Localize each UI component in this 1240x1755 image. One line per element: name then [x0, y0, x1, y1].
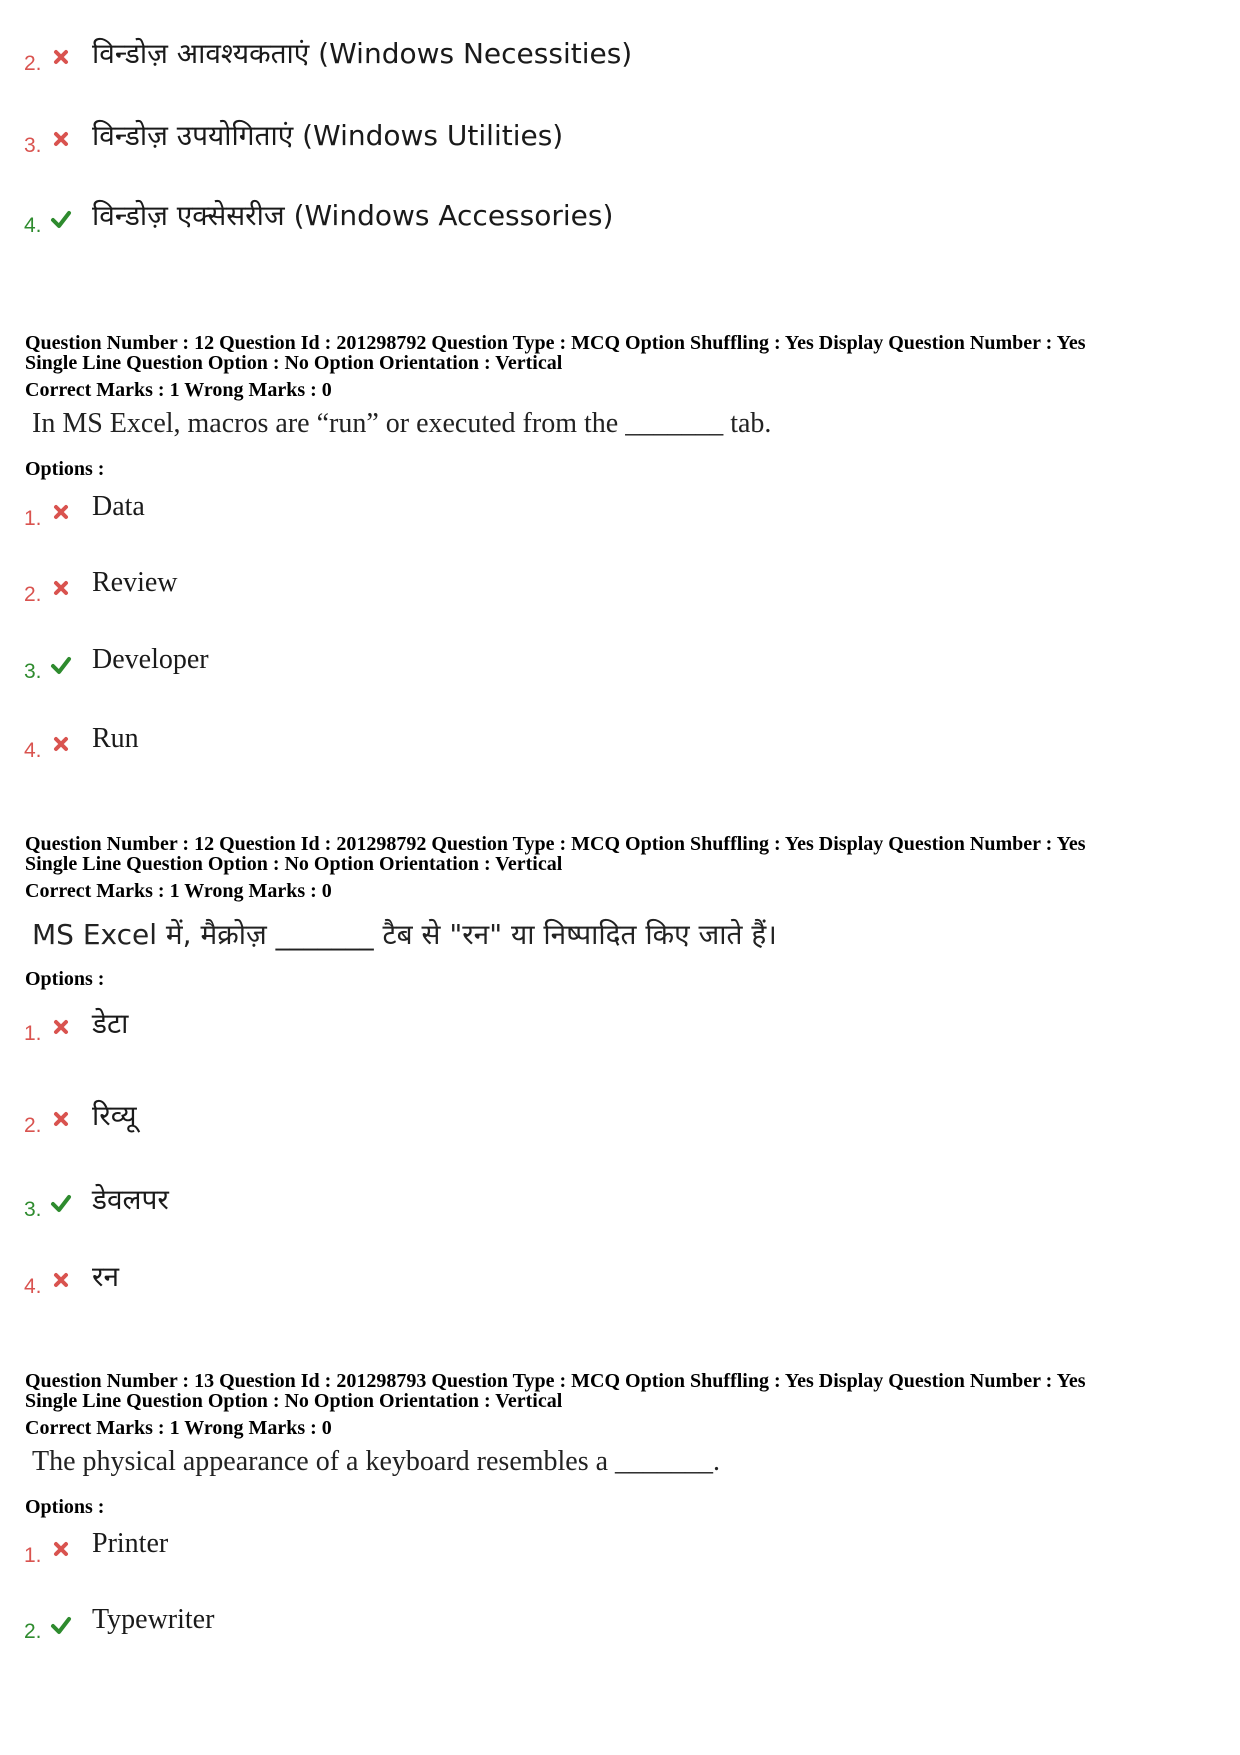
option-number: 1. [24, 1022, 42, 1045]
question-meta-line2: Single Line Question Option : No Option Orientation : Vertical [25, 1390, 563, 1412]
question-text: MS Excel में, मैक्रोज़ _______ टैब से "रन" या निष्पादित किए जाते हैं। [32, 918, 777, 951]
check-icon [50, 208, 72, 230]
cross-icon [50, 501, 72, 523]
option-row [24, 485, 1124, 541]
option-number: 4. [24, 1275, 42, 1298]
option-row [24, 717, 1124, 773]
question-text: The physical appearance of a keyboard resembles a _______. [32, 1446, 721, 1477]
option-number: 3. [24, 134, 42, 157]
option-text: विन्डोज़ उपयोगिताएं (Windows Utilities) [92, 119, 564, 152]
question-marks: Correct Marks : 1 Wrong Marks : 0 [25, 880, 332, 902]
option-text: डेटा [92, 1007, 129, 1040]
cross-icon [50, 577, 72, 599]
question-meta-line1: Question Number : 12 Question Id : 201298792 Question Type : MCQ Option Shuffling : Yes Display Question Number : Yes [25, 833, 1086, 855]
option-number: 3. [24, 660, 42, 683]
cross-icon [50, 1108, 72, 1130]
option-number: 3. [24, 1198, 42, 1221]
question-meta-line2: Single Line Question Option : No Option Orientation : Vertical [25, 853, 563, 875]
option-text: Developer [92, 644, 209, 675]
option-row [24, 1000, 1124, 1056]
option-number: 4. [24, 214, 42, 237]
option-text: डेवलपर [92, 1183, 169, 1216]
question-marks: Correct Marks : 1 Wrong Marks : 0 [25, 1417, 332, 1439]
check-icon [50, 1192, 72, 1214]
option-text: Review [92, 567, 178, 598]
check-icon [50, 1614, 72, 1636]
options-label: Options : [25, 968, 105, 990]
option-row [24, 1598, 1124, 1654]
cross-icon [50, 1016, 72, 1038]
option-text: Printer [92, 1528, 169, 1559]
question-meta-line2: Single Line Question Option : No Option Orientation : Vertical [25, 352, 563, 374]
option-text: रन [92, 1260, 119, 1293]
option-row [24, 1176, 1124, 1232]
cross-icon [50, 46, 72, 68]
option-number: 2. [24, 1114, 42, 1137]
option-number: 4. [24, 739, 42, 762]
cross-icon [50, 1538, 72, 1560]
option-text: Run [92, 723, 139, 754]
option-row [24, 112, 1124, 168]
option-number: 2. [24, 1620, 42, 1643]
option-text: विन्डोज़ आवश्यकताएं (Windows Necessities) [92, 37, 633, 70]
check-icon [50, 654, 72, 676]
option-row [24, 1522, 1124, 1578]
cross-icon [50, 733, 72, 755]
option-row [24, 1092, 1124, 1148]
option-text: Data [92, 491, 145, 522]
option-row [24, 1253, 1124, 1309]
options-label: Options : [25, 458, 105, 480]
question-meta-line1: Question Number : 13 Question Id : 201298793 Question Type : MCQ Option Shuffling : Yes Display Question Number : Yes [25, 1370, 1086, 1392]
question-meta-line1: Question Number : 12 Question Id : 201298792 Question Type : MCQ Option Shuffling : Yes Display Question Number : Yes [25, 332, 1086, 354]
option-row [24, 638, 1124, 694]
cross-icon [50, 1269, 72, 1291]
option-text: रिव्यू [92, 1099, 137, 1132]
question-text: In MS Excel, macros are “run” or executed from the _______ tab. [32, 408, 772, 439]
option-number: 1. [24, 1544, 42, 1567]
option-number: 1. [24, 507, 42, 530]
option-number: 2. [24, 52, 42, 75]
option-row [24, 30, 1124, 86]
option-row [24, 561, 1124, 617]
option-text: Typewriter [92, 1604, 215, 1635]
cross-icon [50, 128, 72, 150]
option-row [24, 192, 1124, 248]
option-text: विन्डोज़ एक्सेसरीज (Windows Accessories) [92, 199, 614, 232]
option-number: 2. [24, 583, 42, 606]
options-label: Options : [25, 1496, 105, 1518]
question-marks: Correct Marks : 1 Wrong Marks : 0 [25, 379, 332, 401]
